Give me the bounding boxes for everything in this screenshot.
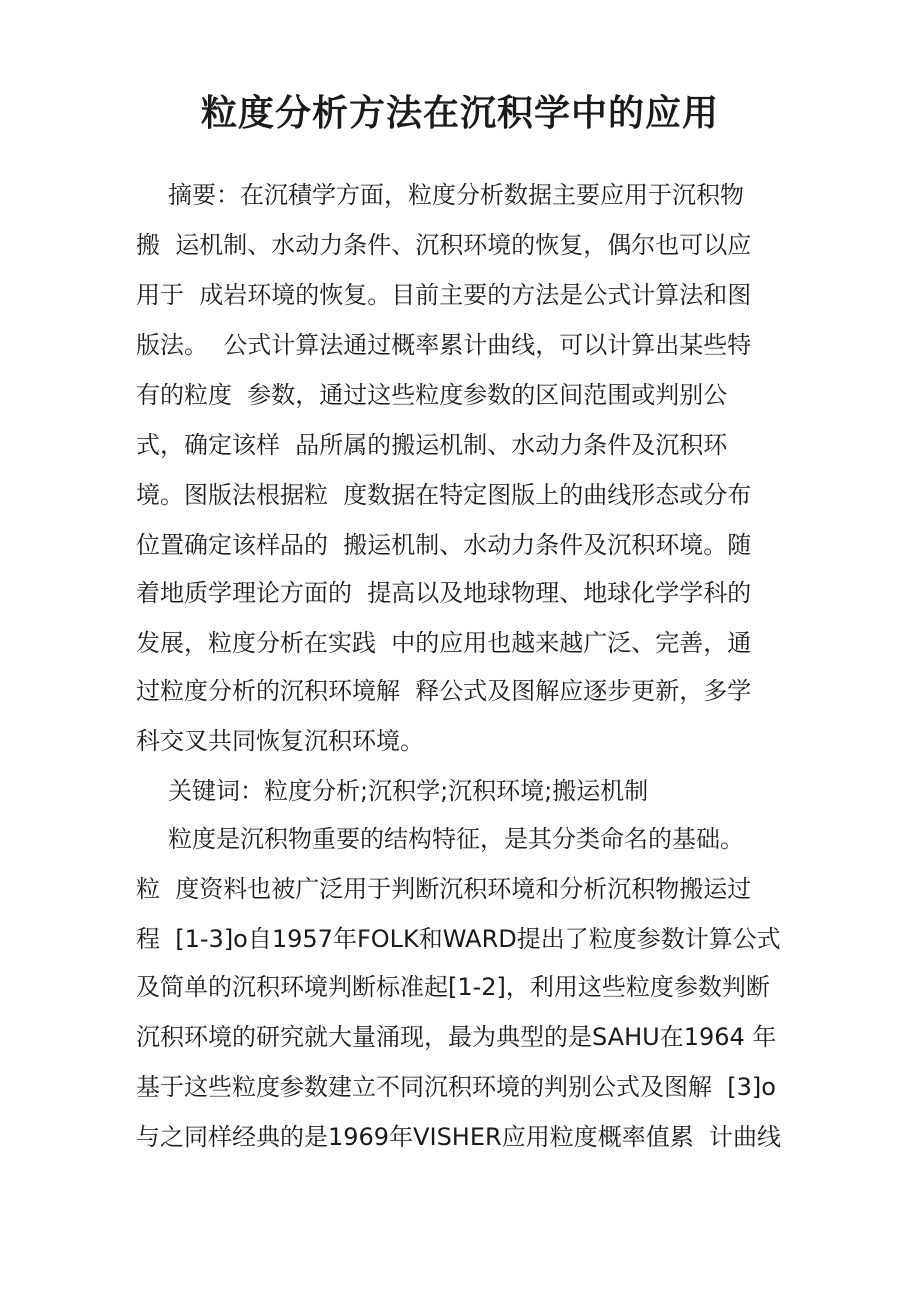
- abstract-line-5: 有的粒度 参数，通过这些粒度参数的区间范围或判别公: [136, 381, 728, 409]
- abstract-line-11: 过粒度分析的沉积环境解 释公式及图解应逐步更新，多学: [136, 677, 752, 705]
- keywords-line: 关键词：粒度分析;沉积学;沉积环境;搬运机制: [168, 777, 649, 805]
- abstract-line-9: 着地质学理论方面的 提高以及地球物理、地球化学学科的: [136, 579, 752, 607]
- body-line-2: 粒 度资料也被广泛用于判断沉积环境和分析沉积物搬运过: [136, 875, 752, 903]
- body-line-6: 基于这些粒度参数建立不同沉积环境的判别公式及图解 [3]o: [136, 1073, 776, 1101]
- body-line-1: 粒度是沉积物重要的结构特征，是其分类命名的基础。: [168, 825, 744, 853]
- abstract-line-1: 摘要：在沉積学方面，粒度分析数据主要应用于沉积物: [168, 181, 744, 209]
- abstract-line-8: 位置确定该样品的 搬运机制、水动力条件及沉积环境。随: [136, 531, 752, 559]
- abstract-line-4: 版法。 公式计算法通过概率累计曲线，可以计算出某些特: [136, 331, 752, 359]
- body-line-7: 与之同样经典的是1969年VISHER应用粒度概率值累 计曲线: [136, 1123, 781, 1151]
- abstract-line-3: 用于 成岩环境的恢复。目前主要的方法是公式计算法和图: [136, 281, 752, 309]
- body-line-3: 程 [1-3]o自1957年FOLK和WARD提出了粒度参数计算公式: [136, 925, 781, 953]
- abstract-line-6: 式，确定该样 品所属的搬运机制、水动力条件及沉积环: [136, 431, 728, 459]
- body-line-5: 沉积环境的研究就大量涌现，最为典型的是SAHU在1964 年: [136, 1023, 777, 1051]
- document-title: 粒度分析方法在沉积学中的应用: [200, 93, 719, 134]
- body-line-4: 及简单的沉积环境判断标准起[1-2]，利用这些粒度参数判断: [136, 973, 770, 1001]
- abstract-line-12: 科交叉共同恢复沉积环境。: [136, 727, 424, 755]
- abstract-line-2: 搬 运机制、水动力条件、沉积环境的恢复，偶尔也可以应: [136, 231, 752, 259]
- abstract-line-7: 境。图版法根据粒 度数据在特定图版上的曲线形态或分布: [136, 481, 752, 509]
- abstract-line-10: 发展，粒度分析在实践 中的应用也越来越广泛、完善，通: [136, 629, 752, 657]
